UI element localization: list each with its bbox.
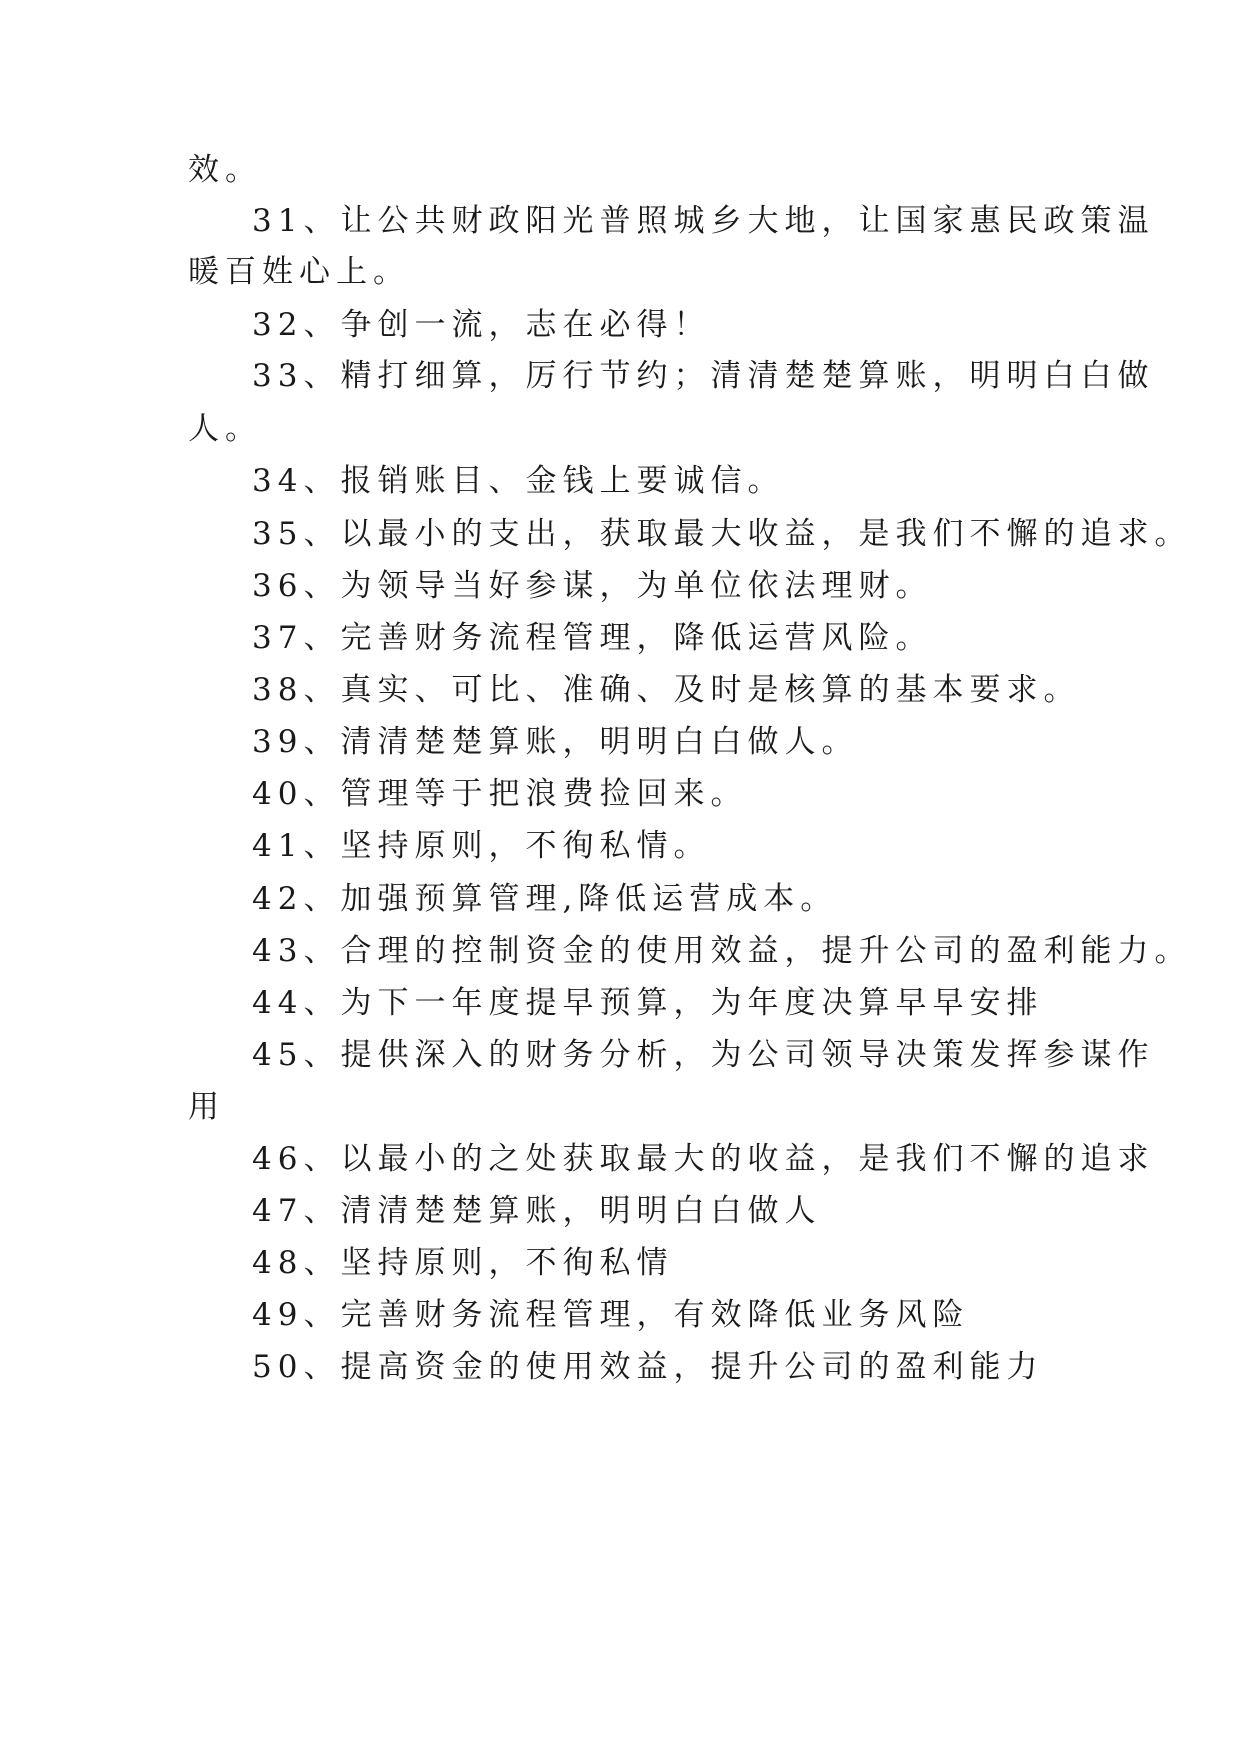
list-item-49: 49、完善财务流程管理，有效降低业务风险 xyxy=(252,1297,970,1333)
list-item-35: 35、以最小的支出，获取最大收益，是我们不懈的追求。 xyxy=(252,516,1192,552)
list-item-45: 45、提供深入的财务分析，为公司领导决策发挥参谋作 xyxy=(252,1037,1155,1073)
list-item-47: 47、清清楚楚算账，明明白白做人 xyxy=(252,1193,822,1229)
list-item-36: 36、为领导当好参谋，为单位依法理财。 xyxy=(252,568,933,604)
list-item-44: 44、为下一年度提早预算，为年度决算早早安排 xyxy=(252,985,1044,1021)
text-line: 用 xyxy=(188,1089,225,1125)
list-item-38: 38、真实、可比、准确、及时是核算的基本要求。 xyxy=(252,672,1081,708)
text-line: 人。 xyxy=(188,411,262,447)
list-item-46: 46、以最小的之处获取最大的收益，是我们不懈的追求 xyxy=(252,1141,1155,1177)
list-item-32: 32、争创一流，志在必得！ xyxy=(252,307,711,343)
list-item-31: 31、让公共财政阳光普照城乡大地，让国家惠民政策温 xyxy=(252,203,1155,239)
list-item-34: 34、报销账目、金钱上要诚信。 xyxy=(252,463,785,499)
list-item-42: 42、加强预算管理,降低运营成本。 xyxy=(252,881,838,917)
list-item-50: 50、提高资金的使用效益，提升公司的盈利能力 xyxy=(252,1349,1044,1385)
list-item-41: 41、坚持原则，不徇私情。 xyxy=(252,828,711,864)
list-item-40: 40、管理等于把浪费捡回来。 xyxy=(252,776,748,812)
text-line: 暖百姓心上。 xyxy=(188,254,410,290)
list-item-43: 43、合理的控制资金的使用效益，提升公司的盈利能力。 xyxy=(252,933,1192,969)
list-item-39: 39、清清楚楚算账，明明白白做人。 xyxy=(252,724,859,760)
list-item-37: 37、完善财务流程管理，降低运营风险。 xyxy=(252,620,933,656)
list-item-48: 48、坚持原则，不徇私情 xyxy=(252,1245,674,1281)
text-line: 效。 xyxy=(188,152,262,188)
list-item-33: 33、精打细算，厉行节约；清清楚楚算账，明明白白做 xyxy=(252,358,1155,394)
